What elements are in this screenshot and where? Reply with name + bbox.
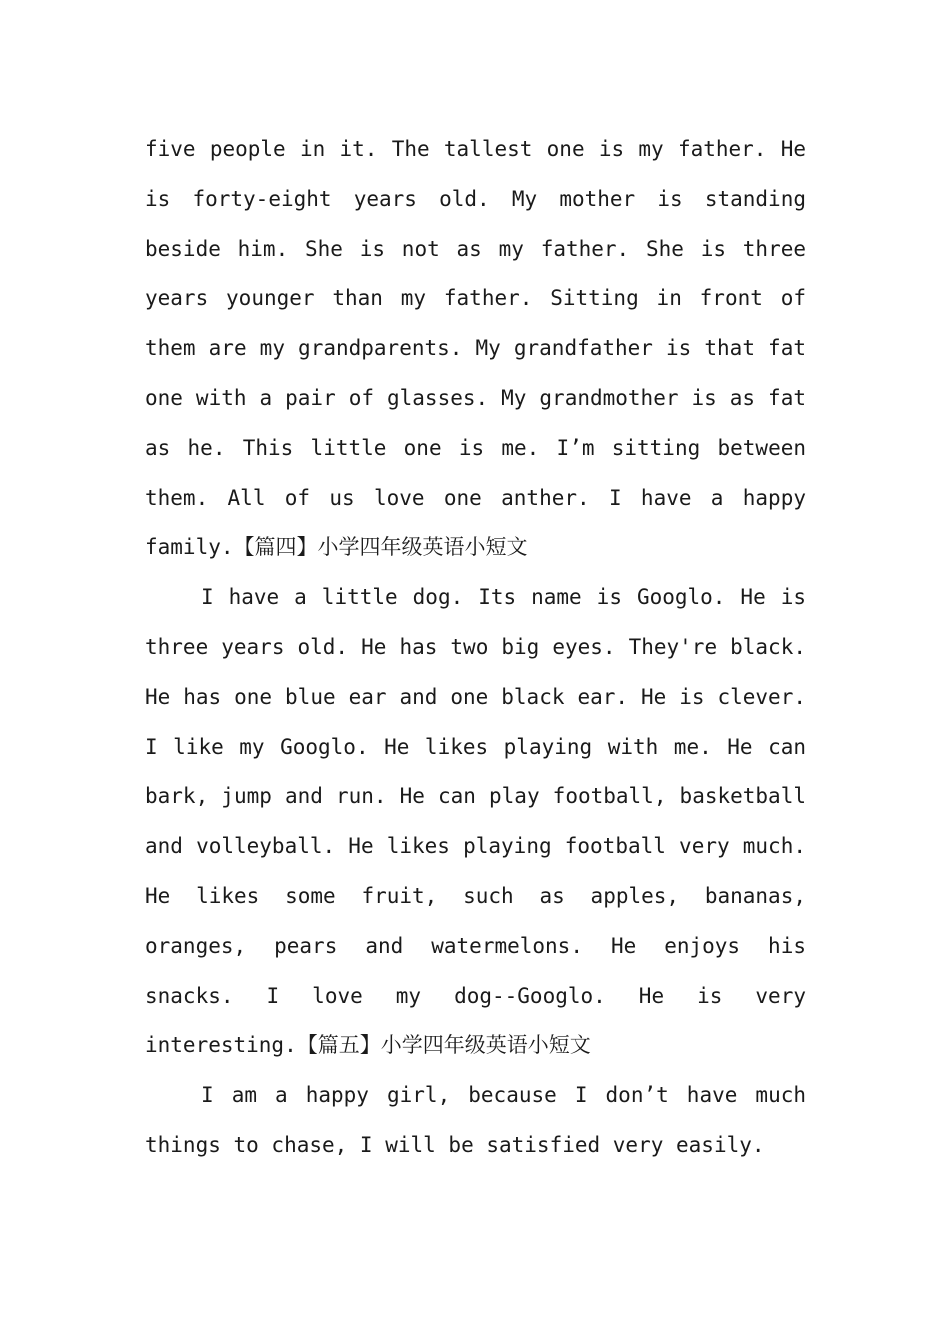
document-body: [145, 125, 806, 1171]
section-heading-five: 【篇五】小学四年级英语小短文: [296, 1033, 591, 1058]
paragraph-dog: [145, 573, 806, 1071]
paragraph-happy-girl: [145, 1071, 806, 1171]
paragraph-text: I am a happy girl, because I don’t have much things to chase, I will be satisfied very easily.: [145, 1083, 806, 1157]
paragraph-family: [145, 125, 806, 573]
section-heading-four: 【篇四】小学四年级英语小短文: [233, 535, 528, 560]
paragraph-text: I have a little dog. Its name is Googlo. He is three years old. He has two big eyes. They're black. He has one blue ear and one black ear. He is clever. I like my Googlo. He likes playing with me. He can bark, jump and run. He can play football, basketball and volleyball. He likes playing football very much. He likes some fruit, such as apples, bananas, oranges, pears and watermelons. He enjoys his snacks. I love my dog--Googlo. He is very interesting.: [145, 585, 806, 1058]
paragraph-text: five people in it. The tallest one is my father. He is forty-eight years old. My mother is standing beside him. She is not as my father. She is three years younger than my father. Sitting in front of them are my grandparents. My grandfather is that fat one with a pair of glasses. My grandmother is as fat as he. This little one is me. I’m sitting between them. All of us love one anther. I have a happy family.: [145, 137, 806, 560]
